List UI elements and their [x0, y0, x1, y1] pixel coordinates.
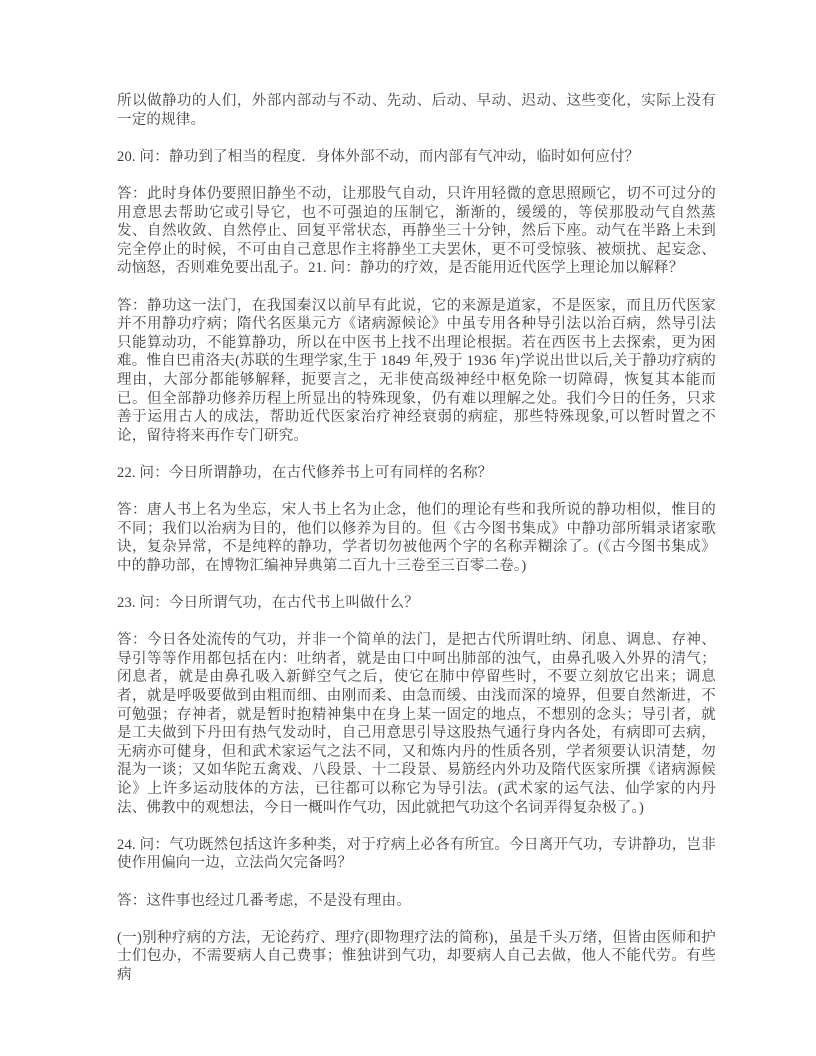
enumerated-item-1: (一)别种疗病的方法，无论药疗、理疗(即物理疗法的简称)，虽是千头万绪，但皆由医师和护士们包办，不需要病人自己费事；惟独讲到气功，却要病人自己去做，他人不能代劳。有些病: [117, 929, 716, 983]
answer-23: 答：今日各处流传的气功，并非一个简单的法门，是把古代所谓吐纳、闭息、调息、存神、导引等等作用都包括在内：吐纳者，就是由口中呵出肺部的浊气，由鼻孔吸入外界的清气；闭息者，就是由鼻孔吸入新鲜空气之后，使它在肺中停留些时，不要立刻放它出来；调息者，就是呼吸要做到由粗而细、由刚而柔、由急而缓、由浅而深的境界，但要自然渐进，不可勉强；存神者，就是暂时抱精神集中在身上某一固定的地点，不想别的念头；导引者，就是工夫做到下丹田有热气发动时，自己用意思引导这股热气通行身内各处，有病即可去病，无病亦可健身，但和武术家运气之法不同，又和炼内丹的性质各别，学者须要认识清楚，勿混为一谈；又如华陀五禽戏、八段景、十二段景、易筋经内外功及隋代医家所撰《诸病源候论》上许多运动肢体的方法，已往都可以称它为导引法。(武术家的运气法、仙学家的内丹法、佛教中的观想法，今日一概叫作气功，因此就把气功这个名词弄得复杂极了。): [117, 632, 716, 816]
question-20: 20. 问：静功到了相当的程度．身体外部不动，而内部有气冲动，临时如何应付？: [117, 148, 640, 165]
answer-20-with-question-21: 答：此时身体仍要照旧静坐不动，让那股气自动，只许用轻微的意思照顾它，切不可过分的用意思去帮助它或引导它，也不可强迫的压制它，渐渐的，缓缓的，等侯那股动气自然蒸发、自然收敛、自然停止、回复平常状态，再静坐三十分钟，然后下座。动气在半路上未到完全停止的时候，不可由自己意思作主将静坐工夫罢休，更不可受惊骇、被烦扰、起妄念、动恼怒，否则难免要出乱子。21. 问：静功的疗效，是否能用近代医学上理论加以解释？: [117, 185, 716, 277]
question-22: 22. 问：今日所谓静功，在古代修养书上可有同样的名称？: [117, 464, 493, 481]
question-24: 24. 问：气功既然包括这许多种类，对于疗病上必各有所宜。今日离开气功，专讲静功，岂非使作用偏向一边，立法尚欠完备吗？: [117, 836, 716, 872]
answer-21: 答：静功这一法门，在我国秦汉以前早有此说，它的来源是道家，不是医家，而且历代医家并不用静功疗病；隋代名医巢元方《诸病源候论》中虽专用各种导引法以治百病，然导引法只能算动功，不能算静功，所以在中医书上找不出理论根据。若在西医书上去探索，更为困难。惟自巴甫洛夫(苏联的生理学家,生于 1849 年,殁于 1936 年)学说出世以后,关于静功疗病的理由，大部分都能够解释，扼要言之，无非使高级神经中枢免除一切障碍，恢复其本能而已。但全部静功修养历程上所显出的特殊现象，仍有难以理解之处。我们今日的任务，只求善于运用古人的成法，帮助近代医家治疗神经衰弱的病症，那些特殊现象,可以暂时置之不论，留待将来再作专门研究。: [117, 297, 716, 444]
text-content: [117, 92, 716, 985]
answer-22: 答：唐人书上名为坐忘，宋人书上名为止念，他们的理论有些和我所说的静功相似，惟目的不同；我们以治病为目的，他们以修养为目的。但《古今图书集成》中静功部所辑录诸家歌诀，复杂异常，不是纯粹的静功，学者切勿被他两个字的名称弄糊涂了。(《古今图书集成》中的静功部，在博物汇编神异典第二百九十三卷至三百零二卷。): [117, 502, 716, 574]
paragraph-body-continuation: 所以做静功的人们，外部内部动与不动、先动、后动、早动、迟动、这些变化，实际上没有一定的规律。: [117, 93, 716, 128]
question-23: 23. 问：今日所谓气功，在古代书上叫做什么？: [117, 595, 419, 612]
answer-24-intro: 答：这件事也经过几番考虑，不是没有理由。: [117, 892, 411, 909]
